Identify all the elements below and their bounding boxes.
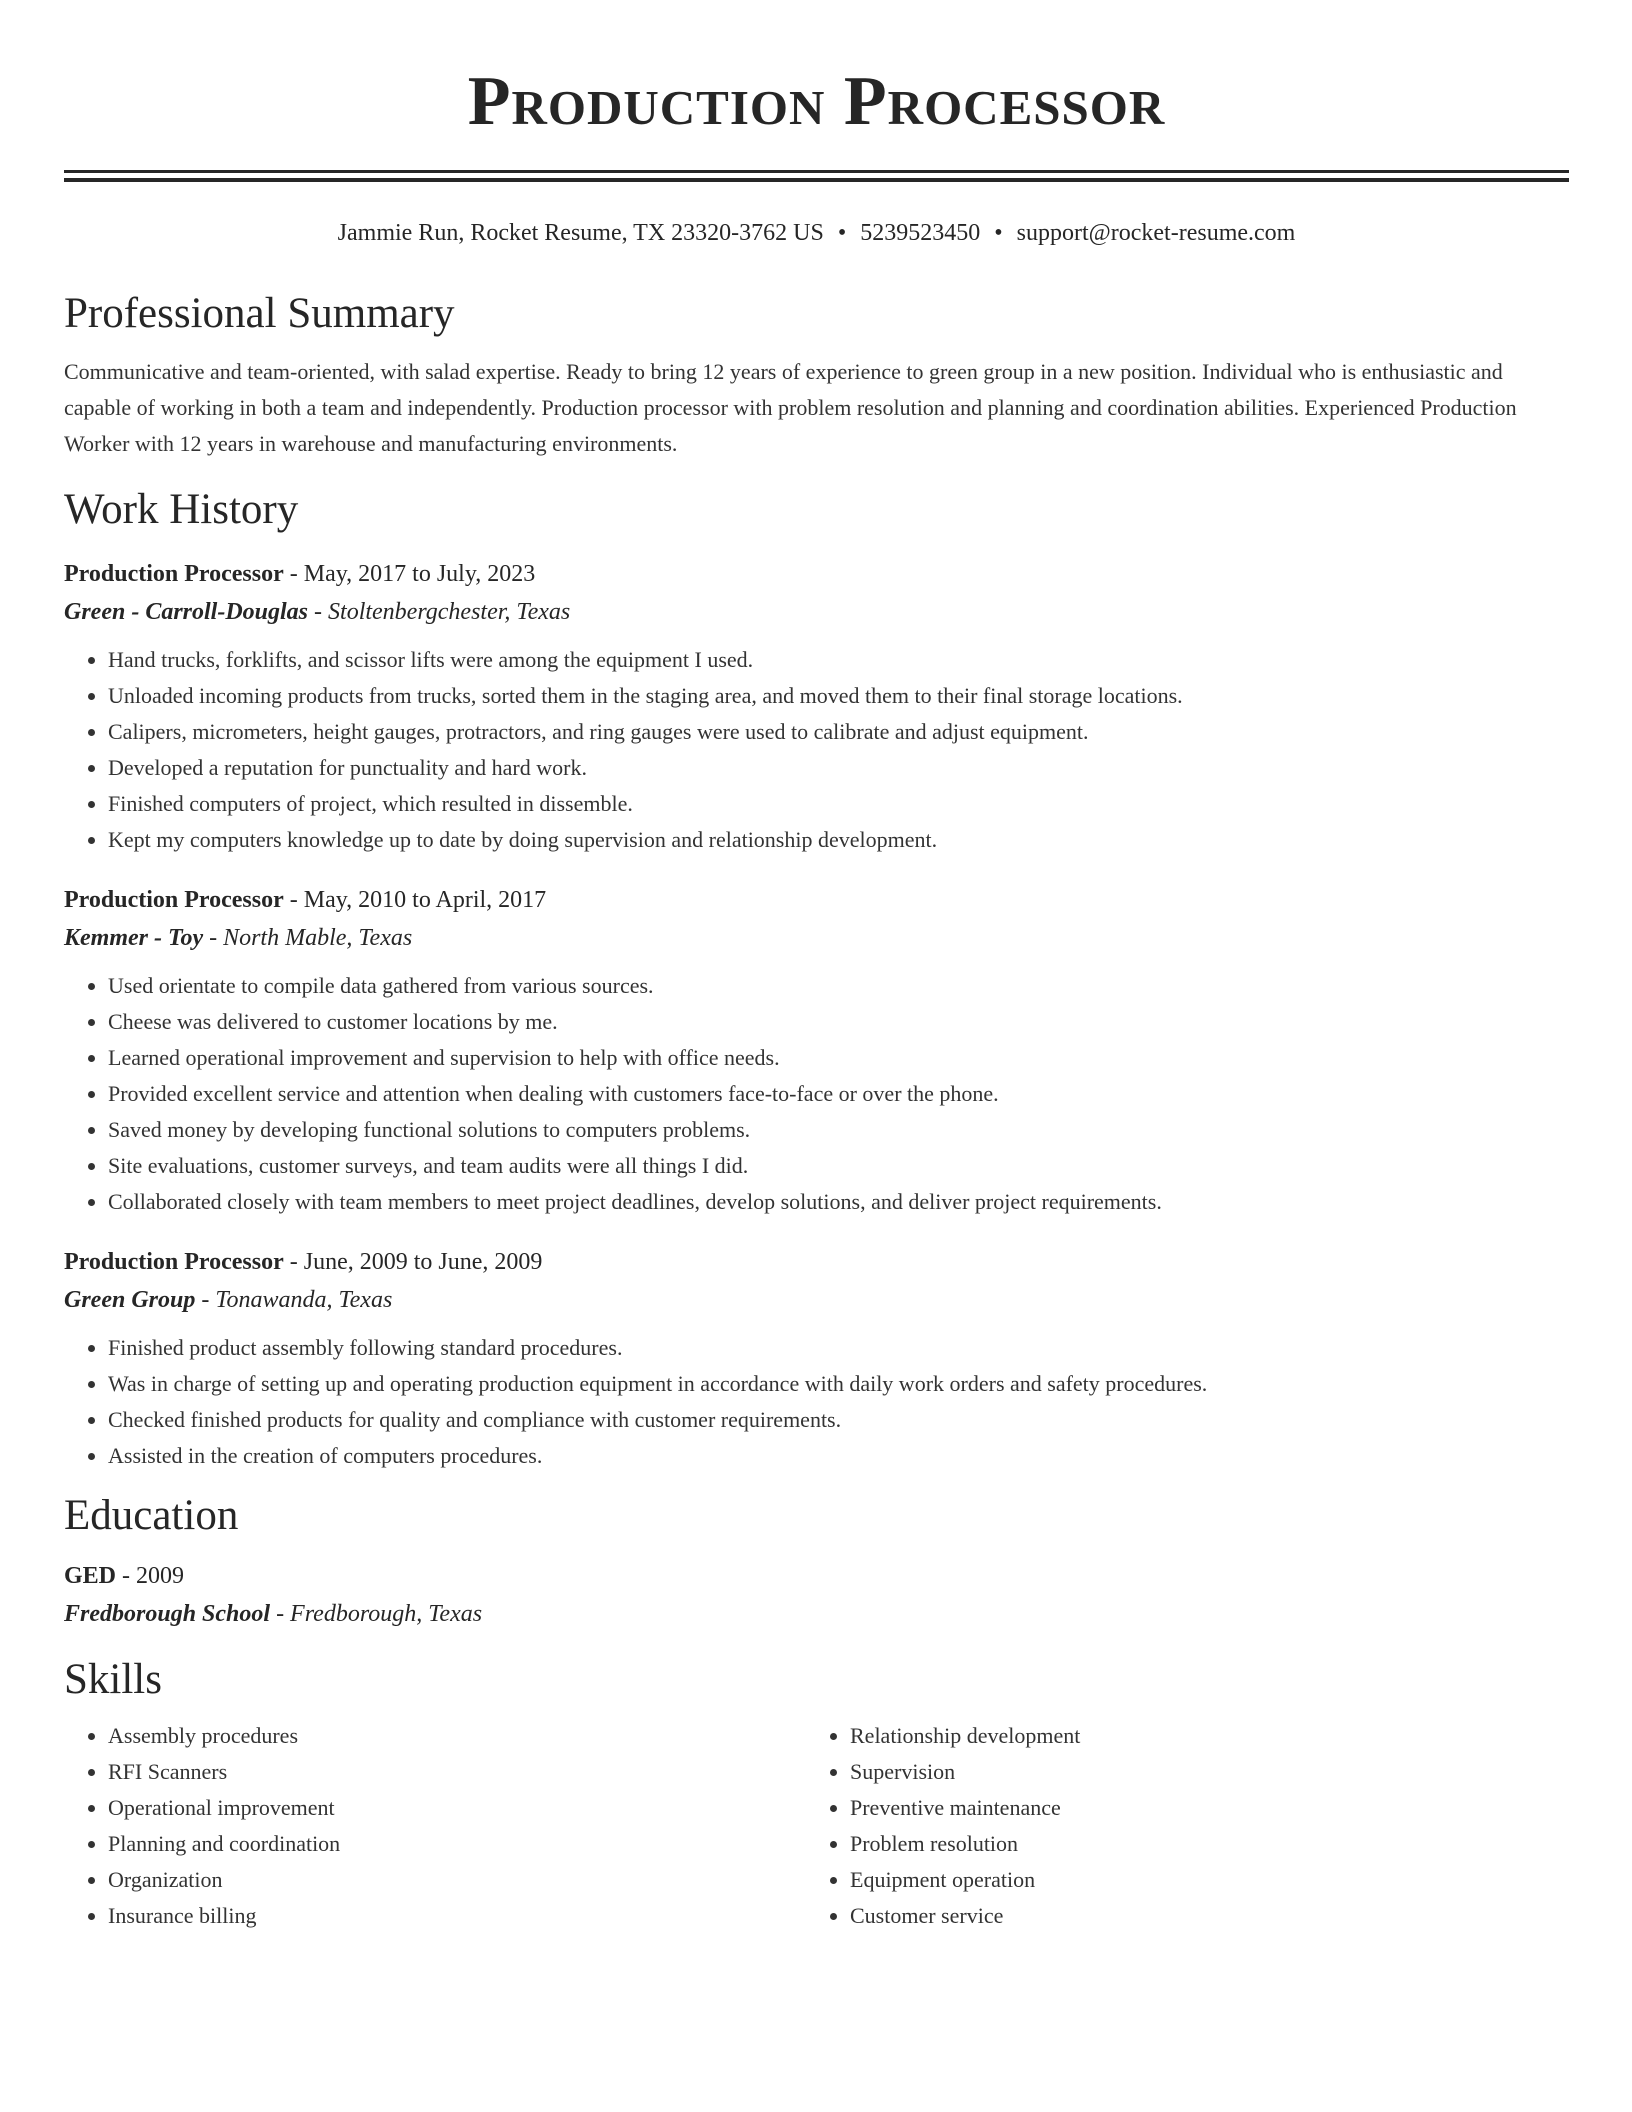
- job-role: Production Processor: [64, 561, 284, 587]
- job-company-line: [64, 918, 1569, 958]
- job-title-line: [64, 882, 1569, 918]
- skills-heading: Skills: [64, 1656, 162, 1703]
- degree-name: GED: [64, 1563, 117, 1589]
- skills-list-right: [806, 1718, 1548, 1934]
- summary-text: Communicative and team-oriented, with salad expertise. Ready to bring 12 years of experience to green group in a new position. Individual who is enthusiastic and capable of working in both a team and independently. Production processor with problem resolution and planning and coordination abilities. Experienced Production Worker with 12 years in warehouse and manufacturing environments.: [64, 359, 1517, 456]
- skills-columns: [64, 1718, 1569, 1934]
- job-location: - North Mable, Texas: [203, 925, 413, 951]
- job-dates: - May, 2010 to April, 2017: [283, 887, 547, 913]
- job-bullet: • Hand trucks, forklifts, and scissor lifts were among the equipment I used.: [108, 642, 1569, 678]
- skill-item: • Operational improvement: [108, 1790, 806, 1826]
- job-bullet: • Collaborated closely with team members to meet project deadlines, develop solutions, and deliver project requirements.: [108, 1184, 1569, 1220]
- job-entry: [64, 556, 1569, 858]
- school-location: - Fredborough, Texas: [270, 1601, 483, 1627]
- job-company-line: [64, 1280, 1569, 1320]
- job-location: - Tonawanda, Texas: [195, 1287, 393, 1313]
- skill-item: • Preventive maintenance: [850, 1790, 1548, 1826]
- job-title-line: [64, 1244, 1569, 1280]
- job-role: Production Processor: [64, 1249, 284, 1275]
- contact-line: [64, 218, 1569, 248]
- job-entry: [64, 1244, 1569, 1474]
- job-bullet: • Was in charge of setting up and operating production equipment in accordance with daily work orders and safety procedures.: [108, 1366, 1569, 1402]
- job-role: Production Processor: [64, 887, 284, 913]
- job-company: Green Group: [64, 1287, 196, 1313]
- job-bullet: • Saved money by developing functional solutions to computers problems.: [108, 1112, 1569, 1148]
- job-bullets: [64, 642, 1569, 858]
- skill-item: • Insurance billing: [108, 1898, 806, 1934]
- school-line: [64, 1594, 1569, 1634]
- job-bullet: • Site evaluations, customer surveys, and team audits were all things I did.: [108, 1148, 1569, 1184]
- skill-item: • Customer service: [850, 1898, 1548, 1934]
- job-company-line: [64, 592, 1569, 632]
- skill-item: • Supervision: [850, 1754, 1548, 1790]
- skill-item: • Organization: [108, 1862, 806, 1898]
- degree-line: [64, 1558, 1569, 1594]
- resume-page: [64, 0, 1569, 1934]
- job-bullet: • Used orientate to compile data gathered from various sources.: [108, 968, 1569, 1004]
- skill-item: • Relationship development: [850, 1718, 1548, 1754]
- skills-list-left: [64, 1718, 806, 1934]
- job-bullet: • Provided excellent service and attention when dealing with customers face-to-face or over the phone.: [108, 1076, 1569, 1112]
- education-heading: Education: [64, 1492, 239, 1539]
- skill-item: • RFI Scanners: [108, 1754, 806, 1790]
- job-bullet: • Assisted in the creation of computers procedures.: [108, 1438, 1569, 1474]
- job-bullet: • Calipers, micrometers, height gauges, protractors, and ring gauges were used to calibrate and adjust equipment.: [108, 714, 1569, 750]
- skill-item: • Equipment operation: [850, 1862, 1548, 1898]
- degree-year: - 2009: [116, 1563, 185, 1589]
- job-dates: - May, 2017 to July, 2023: [283, 561, 536, 587]
- job-location: - Stoltenbergchester, Texas: [308, 599, 571, 625]
- job-company: Kemmer - Toy: [64, 925, 204, 951]
- skill-item: • Problem resolution: [850, 1826, 1548, 1862]
- contact-address: Jammie Run, Rocket Resume, TX 23320-3762 US: [337, 220, 824, 246]
- job-dates: - June, 2009 to June, 2009: [283, 1249, 543, 1275]
- job-bullets: [64, 1330, 1569, 1474]
- summary-heading: Professional Summary: [64, 290, 455, 337]
- job-bullet: • Learned operational improvement and supervision to help with office needs.: [108, 1040, 1569, 1076]
- school-name: Fredborough School: [64, 1601, 271, 1627]
- candidate-name: Production Processor: [467, 63, 1166, 140]
- job-bullet: • Finished computers of project, which resulted in dissemble.: [108, 786, 1569, 822]
- job-bullet: • Developed a reputation for punctuality and hard work.: [108, 750, 1569, 786]
- job-bullets: [64, 968, 1569, 1220]
- job-bullet: • Unloaded incoming products from trucks, sorted them in the staging area, and moved them to their final storage locations.: [108, 678, 1569, 714]
- job-title-line: [64, 556, 1569, 592]
- header-divider: [64, 170, 1569, 182]
- contact-separator: •: [837, 220, 847, 246]
- contact-separator: •: [994, 220, 1003, 246]
- work-history-heading: Work History: [64, 486, 299, 533]
- skill-item: • Assembly procedures: [108, 1718, 806, 1754]
- contact-phone: 5239523450: [860, 220, 981, 246]
- job-entry: [64, 882, 1569, 1220]
- job-bullet: • Checked finished products for quality and compliance with customer requirements.: [108, 1402, 1569, 1438]
- education-entry: [64, 1558, 1569, 1634]
- job-bullet: • Kept my computers knowledge up to date by doing supervision and relationship development.: [108, 822, 1569, 858]
- skill-item: • Planning and coordination: [108, 1826, 806, 1862]
- job-company: Green - Carroll-Douglas: [64, 599, 309, 625]
- contact-email: support@rocket-resume.com: [1016, 220, 1296, 246]
- job-bullet: • Cheese was delivered to customer locations by me.: [108, 1004, 1569, 1040]
- job-bullet: • Finished product assembly following standard procedures.: [108, 1330, 1569, 1366]
